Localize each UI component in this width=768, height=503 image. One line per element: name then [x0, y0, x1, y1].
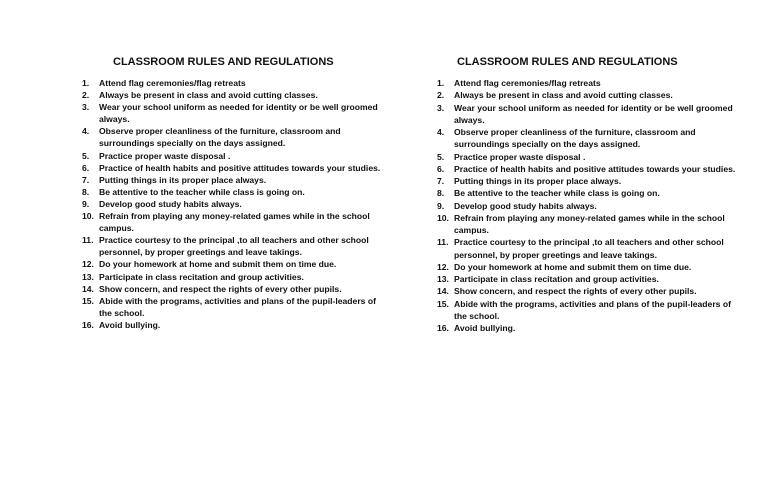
item-number: 11. [437, 237, 449, 248]
item-text: Avoid bullying. [454, 323, 516, 333]
list-item [437, 273, 737, 285]
item-number: 9. [82, 198, 90, 209]
item-number: 6. [437, 163, 445, 174]
item-number: 15. [437, 298, 449, 309]
item-text: Observe proper cleanliness of the furniture, classroom and surroundings specially on the days assigned. [454, 127, 696, 150]
list-item [437, 212, 737, 237]
list-item [437, 151, 737, 163]
item-text: Practice courtesy to the principal ,to all teachers and other school personnel, by proper greetings and leave takings. [454, 237, 724, 260]
item-text: Practice courtesy to the principal ,to all teachers and other school personnel, by proper greetings and leave takings. [99, 235, 369, 258]
item-text: Practice of health habits and positive attitudes towards your studies. [454, 163, 736, 174]
item-text: Do your homework at home and submit them on time due. [99, 259, 337, 270]
item-text: Do your homework at home and submit them on time due. [454, 261, 692, 272]
list-item [437, 285, 737, 297]
item-text: Show concern, and respect the rights of every other pupils. [454, 286, 697, 297]
list-item [82, 198, 382, 210]
item-text: Develop good study habits always. [99, 198, 242, 209]
item-number: 15. [82, 295, 94, 306]
item-number: 5. [82, 150, 90, 161]
item-number: 7. [82, 174, 90, 185]
item-number: 8. [437, 188, 445, 199]
item-number: 3. [437, 102, 445, 113]
item-text: Refrain from playing any money-related games while in the school campus. [454, 212, 725, 235]
list-item [437, 187, 737, 199]
item-number: 5. [437, 151, 445, 162]
list-item [437, 89, 737, 101]
item-number: 13. [82, 271, 94, 282]
item-text: Be attentive to the teacher while class is going on. [99, 186, 305, 197]
item-number: 12. [437, 261, 449, 272]
item-text: Be attentive to the teacher while class is going on. [454, 188, 660, 199]
item-number: 2. [437, 90, 445, 101]
item-number: 12. [82, 259, 94, 270]
item-number: 2. [82, 90, 90, 101]
item-text: Attend flag ceremonies/flag retreats [99, 78, 246, 88]
item-number: 4. [437, 127, 445, 137]
list-item [437, 322, 737, 334]
rules-column-left [82, 56, 382, 331]
item-number: 11. [82, 235, 94, 246]
list-item [82, 162, 382, 174]
item-text: Putting things in its proper place always. [454, 176, 622, 186]
list-item [82, 77, 382, 89]
item-number: 9. [437, 200, 445, 211]
item-text: Attend flag ceremonies/flag retreats [454, 78, 601, 88]
item-number: 10. [437, 212, 449, 223]
list-item [82, 125, 382, 149]
item-number: 3. [82, 102, 90, 113]
item-number: 7. [437, 176, 445, 186]
item-text: Refrain from playing any money-related games while in the school campus. [99, 211, 370, 234]
list-item [82, 234, 382, 258]
list-item [437, 77, 737, 89]
list-item [82, 271, 382, 283]
list-item [82, 319, 382, 331]
list-item [82, 210, 382, 234]
item-number: 14. [82, 283, 94, 294]
item-text: Abide with the programs, activities and plans of the pupil-leaders of the school. [99, 295, 376, 318]
item-number: 6. [82, 162, 90, 173]
list-item [437, 261, 737, 273]
item-text: Observe proper cleanliness of the furniture, classroom and surroundings specially on the days assigned. [99, 126, 341, 149]
list-item [82, 101, 382, 125]
item-text: Practice of health habits and positive attitudes towards your studies. [99, 162, 381, 173]
item-text: Avoid bullying. [99, 319, 161, 330]
item-number: 4. [82, 126, 90, 137]
list-item [437, 175, 737, 187]
rules-list [437, 77, 737, 334]
list-item [82, 186, 382, 198]
item-text: Practice proper waste disposal . [99, 150, 231, 161]
page-title: CLASSROOM RULES AND REGULATIONS [457, 56, 678, 68]
item-text: Practice proper waste disposal . [454, 151, 586, 162]
item-text: Abide with the programs, activities and plans of the pupil-leaders of the school. [454, 298, 731, 321]
rules-column-right [437, 56, 737, 334]
item-text: Participate in class recitation and group activities. [99, 271, 304, 282]
list-item [82, 258, 382, 270]
item-text: Develop good study habits always. [454, 200, 597, 211]
item-text: Wear your school uniform as needed for identity or be well groomed always. [99, 102, 378, 125]
item-text: Participate in class recitation and group activities. [454, 274, 659, 284]
item-number: 16. [82, 319, 94, 330]
list-item [82, 150, 382, 162]
list-item [437, 126, 737, 151]
item-text: Putting things in its proper place always. [99, 174, 267, 185]
item-number: 13. [437, 274, 449, 284]
list-item [437, 102, 737, 127]
item-number: 14. [437, 286, 449, 297]
item-text: Show concern, and respect the rights of every other pupils. [99, 283, 342, 294]
list-item [82, 295, 382, 319]
item-text: Wear your school uniform as needed for identity or be well groomed always. [454, 102, 733, 125]
item-text: Always be present in class and avoid cutting classes. [99, 90, 318, 101]
item-number: 10. [82, 211, 94, 222]
list-item [82, 283, 382, 295]
item-number: 1. [82, 78, 90, 88]
page-title: CLASSROOM RULES AND REGULATIONS [113, 56, 334, 68]
list-item [82, 174, 382, 186]
list-item [82, 89, 382, 101]
list-item [437, 200, 737, 212]
item-number: 16. [437, 323, 449, 333]
item-number: 8. [82, 186, 90, 197]
list-item [437, 236, 737, 261]
rules-list [82, 77, 382, 331]
item-number: 1. [437, 78, 445, 88]
list-item [437, 163, 737, 175]
item-text: Always be present in class and avoid cutting classes. [454, 90, 673, 101]
list-item [437, 298, 737, 323]
